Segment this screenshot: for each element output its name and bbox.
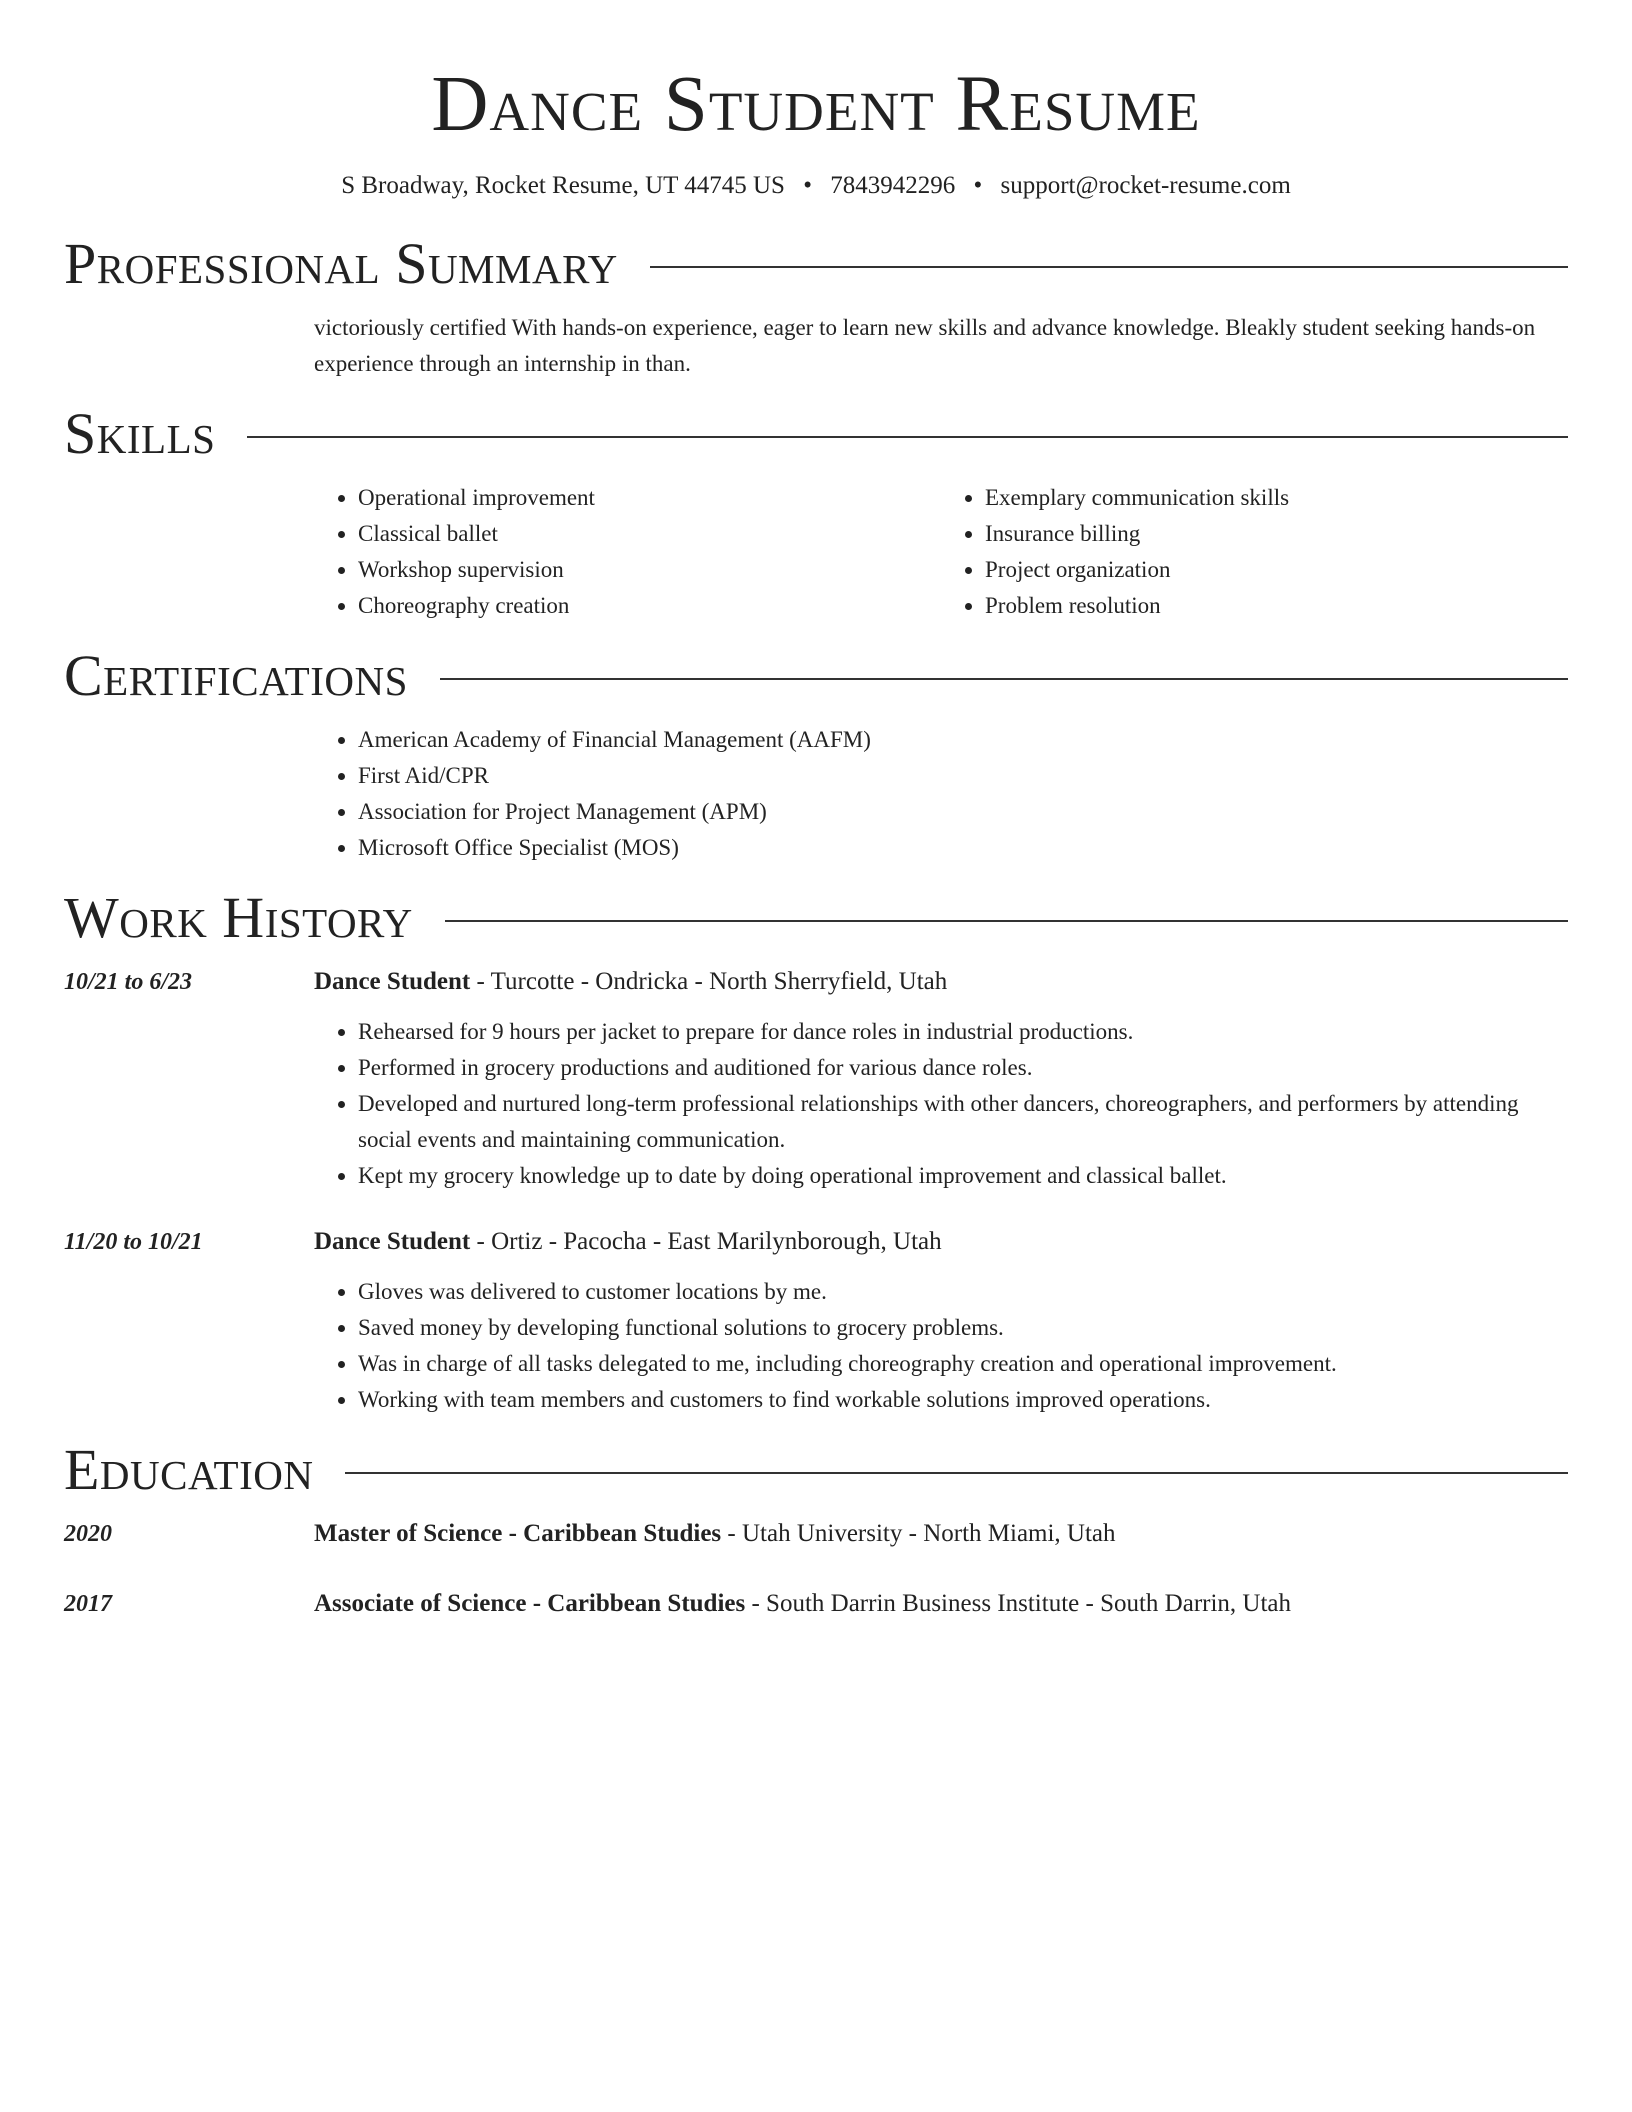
education-entry [64,1586,1568,1622]
work-bullet: • Working with team members and customers to find workable solutions improved operations. [358,1382,1568,1418]
education-title-line [314,1516,1116,1552]
work-title-line [314,1224,942,1260]
section-divider [247,436,1568,438]
education-section-header [64,1438,1568,1502]
skill-item: • Operational improvement [358,480,941,516]
degree: Associate of Science - Caribbean Studies [314,1590,746,1617]
skills-heading: Skills [64,401,216,466]
certifications-bullets [314,722,1568,866]
job-title: Dance Student [314,968,471,995]
certifications-section-header [64,644,1568,708]
section-divider [440,678,1568,680]
work-bullets [314,1014,1568,1194]
contact-phone: 7843942296 [830,172,956,199]
skill-item: • Exemplary communication skills [985,480,1568,516]
contact-address: S Broadway, Rocket Resume, UT 44745 US [341,172,785,199]
work-bullet: • Rehearsed for 9 hours per jacket to prepare for dance roles in industrial productions. [358,1014,1568,1050]
summary-section-header [64,232,1568,296]
education-year: 2020 [64,1521,112,1547]
section-divider [650,266,1568,268]
section-divider [345,1472,1568,1474]
job-title: Dance Student [314,1228,471,1255]
work-bullet: • Performed in grocery productions and auditioned for various dance roles. [358,1050,1568,1086]
skill-item: • Classical ballet [358,516,941,552]
skill-item: • Problem resolution [985,588,1568,624]
skill-item: • Project organization [985,552,1568,588]
work-entry [64,1224,1568,1418]
skill-item: • Insurance billing [985,516,1568,552]
work-bullet: • Was in charge of all tasks delegated to me, including choreography creation and operational improvement. [358,1346,1568,1382]
work-section-header [64,886,1568,950]
certifications-list [314,722,1568,866]
education-heading: Education [64,1437,314,1502]
summary-text: victoriously certified With hands-on experience, eager to learn new skills and advance knowledge. Bleakly student seeking hands-on experience through an internship in than. [314,315,1536,376]
job-employer-location: - Ortiz - Pacocha - East Marilynborough, Utah [470,1228,942,1255]
work-heading: Work History [64,885,413,950]
work-bullets [314,1274,1568,1418]
section-divider [445,920,1568,922]
contact-email: support@rocket-resume.com [1000,172,1291,199]
certification-item: • Association for Project Management (APM) [358,794,1568,830]
skills-column-right [941,480,1568,624]
skills-column-left [314,480,941,624]
school-location: - Utah University - North Miami, Utah [721,1520,1116,1547]
contact-line [64,170,1568,202]
degree: Master of Science - Caribbean Studies [314,1520,722,1547]
resume-title: Dance Student Resume [431,61,1201,148]
summary-heading: Professional Summary [64,231,618,296]
work-entry [64,964,1568,1194]
work-bullet-list [314,1014,1568,1194]
work-entry-header [64,964,1568,1000]
education-title-line [314,1586,1291,1622]
certification-item: • American Academy of Financial Management (AAFM) [358,722,1568,758]
job-employer-location: - Turcotte - Ondricka - North Sherryfield, Utah [470,968,948,995]
work-dates: 10/21 to 6/23 [64,969,193,995]
work-bullet: • Kept my grocery knowledge up to date by doing operational improvement and classical ballet. [358,1158,1568,1194]
work-entry-header [64,1224,1568,1260]
work-bullet: • Gloves was delivered to customer locations by me. [358,1274,1568,1310]
work-dates: 11/20 to 10/21 [64,1229,203,1255]
work-bullet: • Saved money by developing functional solutions to grocery problems. [358,1310,1568,1346]
work-bullet: • Developed and nurtured long-term professional relationships with other dancers, choreographers, and performers by attending social events and maintaining communication. [358,1086,1568,1158]
certifications-heading: Certifications [64,643,408,708]
contact-separator: • [803,172,812,199]
work-title-line [314,964,947,1000]
skill-item: • Choreography creation [358,588,941,624]
contact-separator: • [973,172,983,199]
certification-item: • Microsoft Office Specialist (MOS) [358,830,1568,866]
education-year: 2017 [64,1591,112,1617]
work-bullet-list [314,1274,1568,1418]
skills-list [314,480,1568,624]
skill-item: • Workshop supervision [358,552,941,588]
school-location: - South Darrin Business Institute - South Darrin, Utah [745,1590,1292,1617]
skills-section-header [64,402,1568,466]
education-entry [64,1516,1568,1552]
certification-item: • First Aid/CPR [358,758,1568,794]
